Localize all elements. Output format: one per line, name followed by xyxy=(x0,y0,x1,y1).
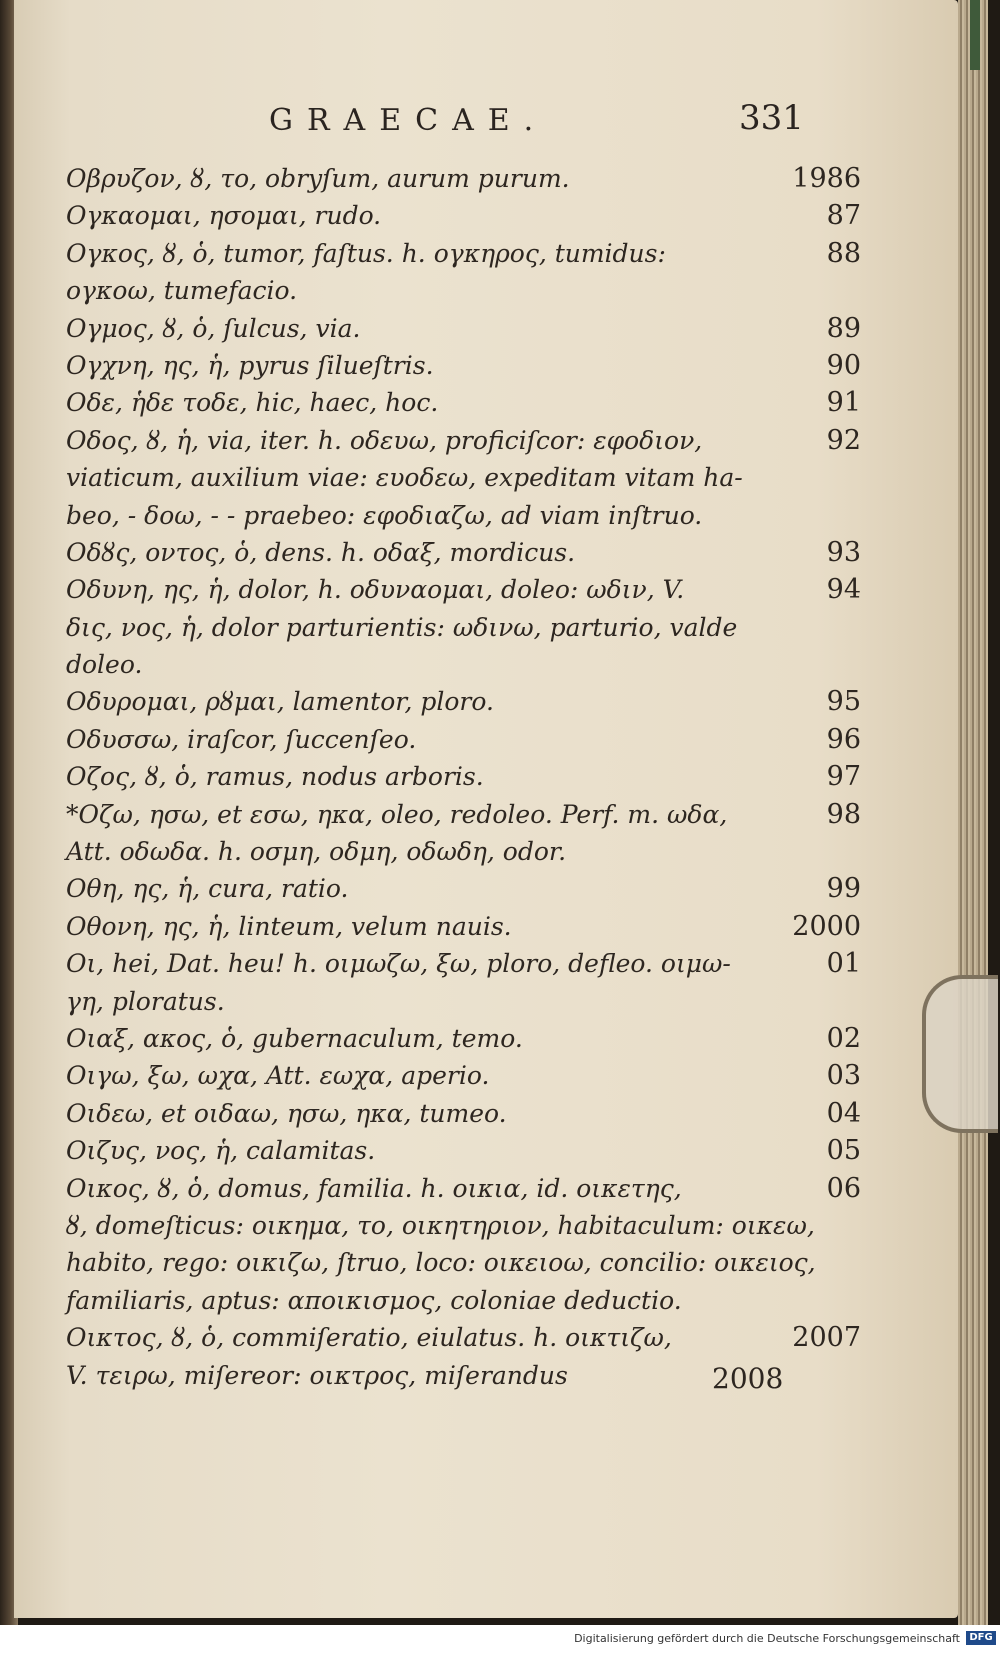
entry-text: habito, rego: οικιζω, ſtruo, loco: οικειοω, concilio: οικειος, xyxy=(66,1248,816,1278)
entry-line xyxy=(66,1319,861,1356)
entry-line xyxy=(66,721,861,758)
entry-line xyxy=(66,983,861,1020)
entry-text: doleo. xyxy=(66,650,143,680)
bookmark-ribbon xyxy=(970,0,980,70)
entry-text: Ογμος, ȣ, ὁ, ſulcus, via. xyxy=(66,313,361,343)
entry-number: 93 xyxy=(826,536,861,568)
entry-text: Οιζυς, νος, ἡ, calamitas. xyxy=(66,1136,376,1166)
entry-number: 05 xyxy=(826,1135,861,1167)
entry-line xyxy=(66,870,861,907)
entry-number: 03 xyxy=(826,1060,861,1092)
entry-line xyxy=(66,347,861,384)
entry-number: 97 xyxy=(826,761,861,793)
entry-number: 90 xyxy=(826,349,861,381)
entry-text: Οδυρομαι, ρȣμαι, lamentor, ploro. xyxy=(66,687,494,717)
entry-text: ογκοω, tumefacio. xyxy=(66,276,298,306)
entry-text: δις, νος, ἡ, dolor parturientis: ωδινω, parturio, valde xyxy=(66,612,738,642)
entry-text: Οιδεω, et οιδαω, ησω, ηκα, tumeo. xyxy=(66,1098,507,1128)
entry-line xyxy=(66,1095,861,1132)
entry-number: 98 xyxy=(826,798,861,830)
entry-number: 04 xyxy=(826,1097,861,1129)
catchword: 2008 xyxy=(712,1362,784,1395)
entry-line xyxy=(66,422,861,459)
entry-line xyxy=(66,833,861,870)
entry-line xyxy=(66,1170,861,1207)
footer-bar xyxy=(0,1625,1000,1655)
entry-number: 96 xyxy=(826,723,861,755)
entry-text: Οδος, ȣ, ἡ, via, iter. h. οδευω, proficiſcor: εφοδιον, xyxy=(66,425,703,455)
entry-line xyxy=(66,1207,861,1244)
entry-line xyxy=(66,945,861,982)
entry-text: V. τειρω, miſereor: οικτρος, miſerandus xyxy=(66,1360,568,1390)
entry-line xyxy=(66,272,861,309)
entry-line xyxy=(66,310,861,347)
entry-text: Οι, hei, Dat. heu! h. οιμωζω, ξω, ploro, defleo. οιμω- xyxy=(66,949,731,979)
entry-line xyxy=(66,235,861,272)
entry-text: Οδυνη, ης, ἡ, dolor, h. οδυναομαι, doleo: ωδιν, V. xyxy=(66,575,685,605)
entry-text: ȣ, domeſticus: οικημα, το, οικητηριον, habitaculum: οικεω, xyxy=(66,1210,815,1240)
entry-number: 87 xyxy=(826,200,861,232)
entry-line xyxy=(66,459,861,496)
entry-number: 89 xyxy=(826,312,861,344)
page-number: 331 xyxy=(739,98,804,138)
entry-text: familiaris, aptus: αποικισμος, coloniae deductio. xyxy=(66,1285,682,1315)
entry-line xyxy=(66,534,861,571)
entry-line xyxy=(66,384,861,421)
entry-line xyxy=(66,1057,861,1094)
entry-line xyxy=(66,497,861,534)
dfg-logo: DFG xyxy=(966,1631,996,1645)
entry-number: 88 xyxy=(826,237,861,269)
entry-line xyxy=(66,908,861,945)
entry-line xyxy=(66,1020,861,1057)
running-header: GRAECAE. xyxy=(269,103,548,138)
page-stack-edge xyxy=(958,0,988,1625)
entry-number: 1986 xyxy=(792,163,861,194)
entry-text: Οζος, ȣ, ὁ, ramus, nodus arboris. xyxy=(66,762,484,792)
entry-line xyxy=(66,160,861,197)
footer-credit: Digitalisierung gefördert durch die Deutsche Forschungsgemeinschaft xyxy=(574,1632,960,1645)
entry-text: Οβρυζον, ȣ, το, obryſum, aurum purum. xyxy=(66,164,570,193)
entry-number: 99 xyxy=(826,873,861,905)
page-clip xyxy=(922,975,998,1133)
entry-text: Οδȣς, οντος, ὁ, dens. h. οδαξ, mordicus. xyxy=(66,537,576,567)
entry-number: 92 xyxy=(826,424,861,456)
entry-text: Οθη, ης, ἡ, cura, ratio. xyxy=(66,874,349,904)
entry-line xyxy=(66,646,861,683)
dictionary-entries xyxy=(66,160,861,1394)
entry-line xyxy=(66,1132,861,1169)
entry-number: 01 xyxy=(826,948,861,980)
entry-line xyxy=(66,758,861,795)
entry-text: Οθονη, ης, ἡ, linteum, velum nauis. xyxy=(66,911,512,941)
entry-text: γη, ploratus. xyxy=(66,986,225,1016)
entry-text: Att. οδωδα. h. οσμη, οδμη, οδωδη, odor. xyxy=(66,837,567,867)
entry-number: 2007 xyxy=(792,1322,861,1354)
entry-text: Οικτος, ȣ, ὁ, commiſeratio, eiulatus. h. οικτιζω, xyxy=(66,1323,672,1353)
entry-line xyxy=(66,796,861,833)
entry-line xyxy=(66,609,861,646)
entry-text: Οδυσσω, iraſcor, ſuccenſeo. xyxy=(66,724,417,754)
entry-text: Οιαξ, ακος, ὁ, gubernaculum, temo. xyxy=(66,1023,523,1053)
entry-text: Ογκος, ȣ, ὁ, tumor, faſtus. h. ογκηρος, tumidus: xyxy=(66,238,666,268)
entry-text: Οδε, ἡδε τοδε, hic, haec, hoc. xyxy=(66,388,439,418)
entry-number: 02 xyxy=(826,1022,861,1054)
entry-text: viaticum, auxilium viae: ευοδεω, expeditam vitam ha- xyxy=(66,463,743,493)
book-page xyxy=(14,0,958,1618)
entry-number: 2000 xyxy=(792,910,861,942)
entry-text: *Οζω, ησω, et εσω, ηκα, oleo, redoleo. Perf. m. ωδα, xyxy=(66,799,728,829)
entry-line xyxy=(66,1244,861,1281)
entry-text: Οικος, ȣ, ὁ, domus, familia. h. οικια, id. οικετης, xyxy=(66,1173,682,1203)
entry-line xyxy=(66,197,861,234)
entry-line xyxy=(66,683,861,720)
entry-number: 94 xyxy=(826,574,861,606)
entry-number: 91 xyxy=(826,387,861,419)
entry-line xyxy=(66,1282,861,1319)
entry-number: 06 xyxy=(826,1172,861,1204)
entry-text: Ογκαομαι, ησομαι, rudo. xyxy=(66,201,382,231)
entry-text: Οιγω, ξω, ωχα, Att. εωχα, aperio. xyxy=(66,1061,490,1091)
entry-text: Ογχνη, ης, ἡ, pyrus ſilueſtris. xyxy=(66,350,434,380)
entry-line xyxy=(66,571,861,608)
entry-number: 95 xyxy=(826,686,861,718)
entry-text: beo, - δοω, - - praebeo: εφοδιαζω, ad viam inſtruo. xyxy=(66,500,703,530)
